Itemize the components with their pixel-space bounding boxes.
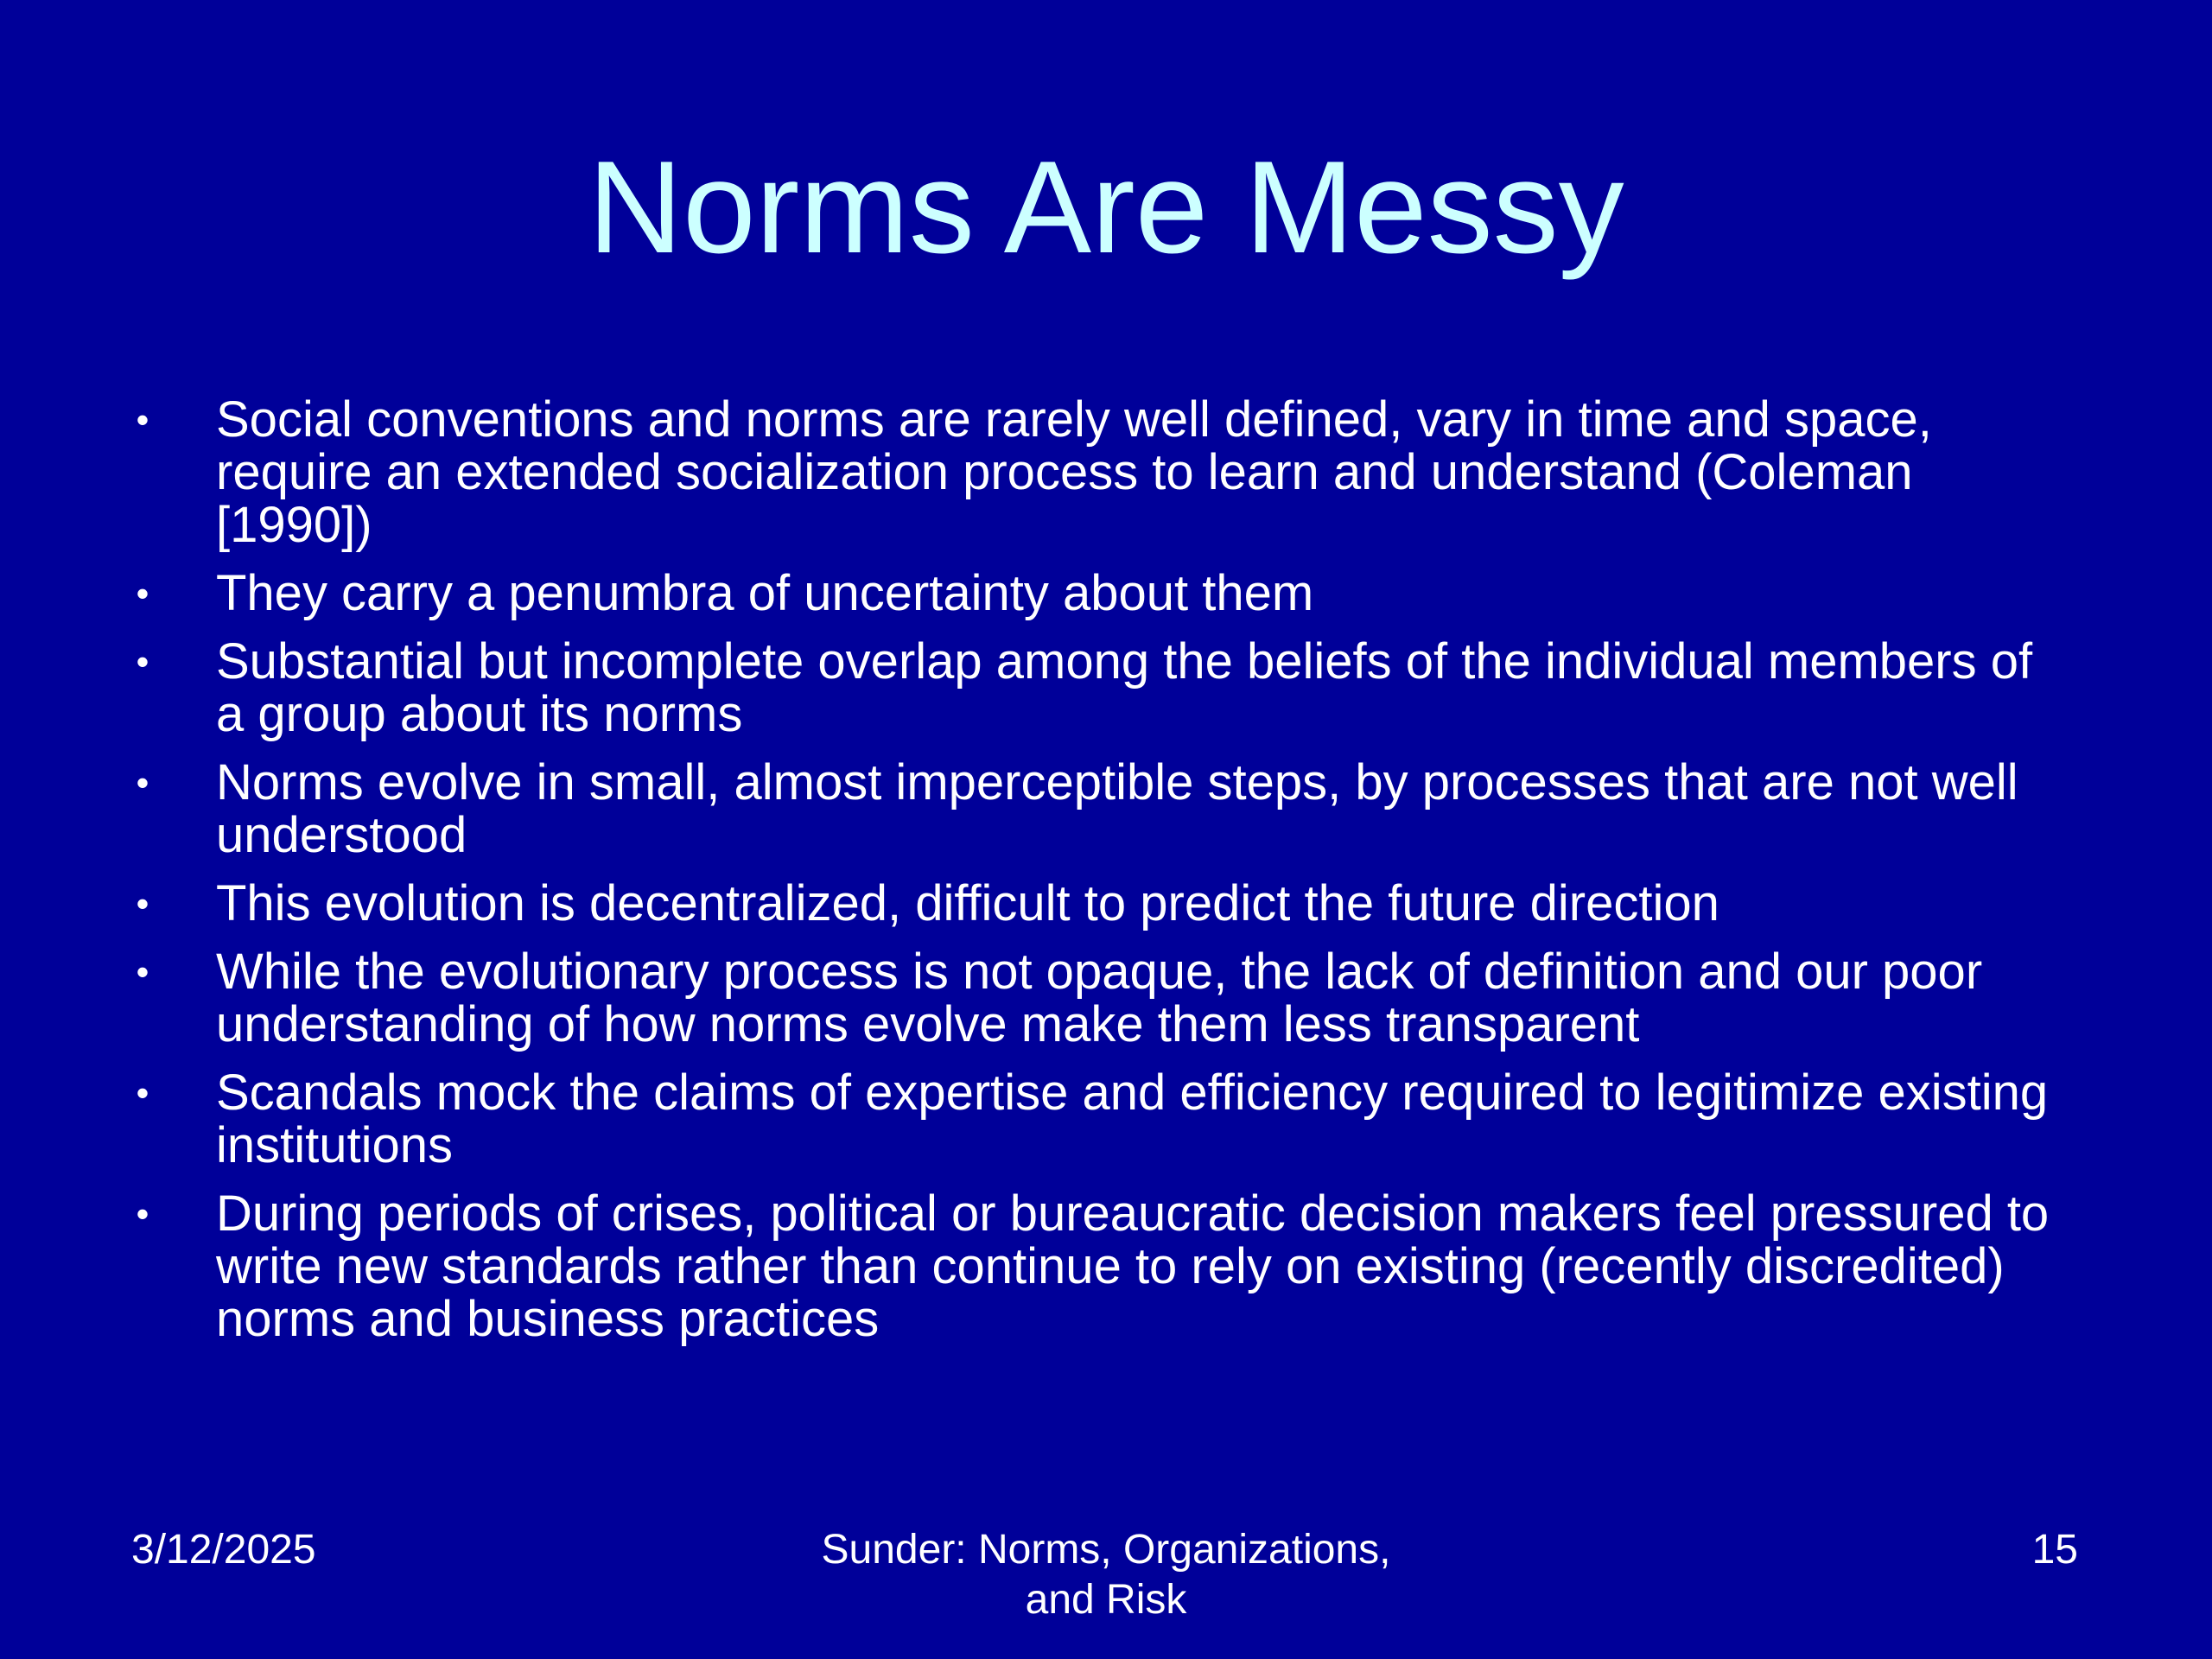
bullet-text: Substantial but incomplete overlap among the beliefs of the individual members of a group about its norms xyxy=(216,633,2033,742)
bullet-text: Norms evolve in small, almost imperceptible steps, by processes that are not well understood xyxy=(216,754,2018,863)
bullet-text: This evolution is decentralized, difficult to predict the future direction xyxy=(216,875,1719,931)
bullet-icon: • xyxy=(136,883,149,924)
bullet-item xyxy=(130,567,2065,620)
bullet-list xyxy=(130,393,2065,1361)
footer-title-line: Sunder: Norms, Organizations, xyxy=(821,1527,1391,1573)
bullet-icon: • xyxy=(136,1072,149,1113)
slide-title: Norms Are Messy xyxy=(588,134,1624,281)
footer-date: 3/12/2025 xyxy=(131,1527,316,1573)
bullet-item xyxy=(130,945,2065,1051)
footer-title-line: and Risk xyxy=(1025,1577,1187,1623)
bullet-icon: • xyxy=(136,641,149,682)
footer-title xyxy=(760,1525,1452,1625)
bullet-icon: • xyxy=(136,399,149,440)
bullet-text: While the evolutionary process is not opaque, the lack of definition and our poor understanding of how norms evolve make them less transparent xyxy=(216,944,1983,1052)
bullet-item xyxy=(130,756,2065,861)
bullet-icon: • xyxy=(136,951,149,992)
bullet-text: During periods of crises, political or bureaucratic decision makers feel pressured to write new standards rather than continue to rely on existing (recently discredited) norms and business practices xyxy=(216,1185,2050,1347)
page-number: 15 xyxy=(2031,1527,2078,1573)
bullet-text: Scandals mock the claims of expertise and efficiency required to legitimize existing institutions xyxy=(216,1065,2049,1173)
bullet-icon: • xyxy=(136,1193,149,1234)
bullet-icon: • xyxy=(136,573,149,613)
bullet-item xyxy=(130,393,2065,551)
bullet-item xyxy=(130,1187,2065,1345)
bullet-item xyxy=(130,1066,2065,1172)
bullet-item xyxy=(130,877,2065,930)
bullet-text: They carry a penumbra of uncertainty about them xyxy=(216,565,1314,621)
bullet-text: Social conventions and norms are rarely well defined, vary in time and space, require an extended socialization process to learn and understand (Coleman [1990]) xyxy=(216,391,1932,553)
bullet-item xyxy=(130,635,2065,741)
bullet-icon: • xyxy=(136,762,149,803)
